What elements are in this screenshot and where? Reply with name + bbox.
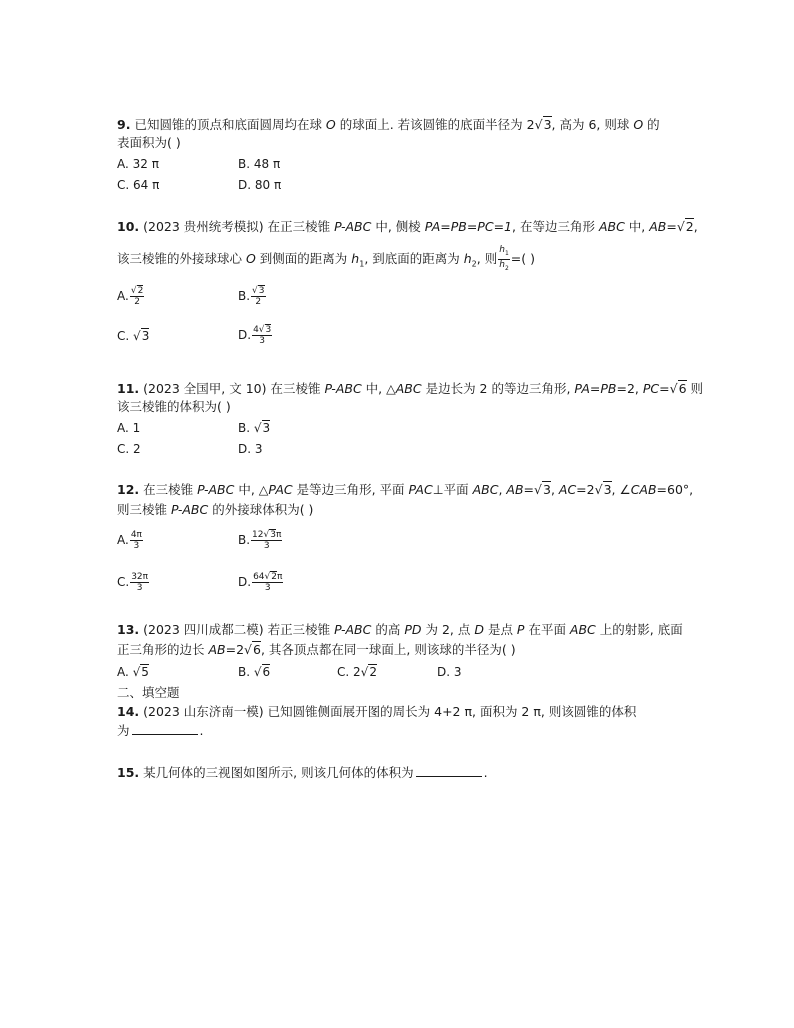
coef: 64 <box>253 572 265 582</box>
q12-text: =60°, <box>656 482 694 497</box>
q9-var: O <box>325 117 336 132</box>
section-heading-fill-in: 二、填空题 <box>117 685 180 700</box>
q11-var: PC= <box>642 381 670 396</box>
q12-text: , <box>498 482 507 497</box>
sqrt-symbol: √2 <box>676 219 694 234</box>
q13-var: PD <box>404 622 422 637</box>
q11-option-d: D. 3 <box>238 442 263 456</box>
q11-var: ABC <box>395 381 422 396</box>
q11-option-c: C. 2 <box>117 442 141 456</box>
frac-den: 3 <box>136 583 143 593</box>
q12-var: CAB <box>630 482 657 497</box>
q15-number: 15. <box>117 765 140 780</box>
q9-number: 9. <box>117 117 131 132</box>
sqrt-radicand: 6 <box>253 642 261 657</box>
q15-text: 某几何体的三视图如图所示, 则该几何体的体积为 <box>143 765 414 780</box>
q12-text: 则三棱锥 <box>117 502 171 517</box>
q9-option-a: A. 32 π <box>117 157 159 171</box>
sqrt-symbol: √2 <box>264 572 277 582</box>
sqrt-symbol: √2 <box>130 286 144 296</box>
q12-text: 的外接球体积为( ) <box>208 502 314 517</box>
sqrt-symbol: √3 <box>133 329 150 343</box>
q11-line2: 该三棱锥的体积为( ) <box>117 399 231 414</box>
q10-option-c <box>117 328 149 344</box>
q10-var: AB= <box>649 219 677 234</box>
fraction <box>498 245 510 274</box>
q11-var: P-ABC <box>324 381 362 396</box>
option-label: C. 2 <box>337 665 361 679</box>
sqrt-radicand: 3 <box>258 286 265 296</box>
q10-text: 中, 侧棱 <box>371 219 425 234</box>
sqrt-symbol: √5 <box>132 665 149 679</box>
q12-var: P-ABC <box>197 482 235 497</box>
q10-option-d <box>238 325 273 346</box>
q11-text: 则 <box>686 381 704 396</box>
option-label: D. <box>238 328 252 342</box>
q12-option-b <box>238 530 283 551</box>
q12-var: AC= <box>558 482 587 497</box>
frac-num: h <box>499 245 505 255</box>
q12-text: 是等边三角形, 平面 <box>292 482 409 497</box>
q9-text: 的 <box>643 117 660 132</box>
fraction <box>252 325 272 346</box>
option-label: B. <box>238 533 251 547</box>
q12-option-a <box>117 530 144 551</box>
q13-text: 正三角形的边长 <box>117 642 209 657</box>
sqrt-radicand: 2 <box>271 572 277 582</box>
fraction <box>252 572 283 593</box>
q10-option-a <box>117 286 145 307</box>
q13-var: P-ABC <box>334 622 372 637</box>
sqrt-radicand: 3 <box>262 421 271 435</box>
frac-den: 3 <box>264 583 271 593</box>
q11-text: 中, △ <box>361 381 396 396</box>
sqrt-symbol: √3 <box>252 286 265 296</box>
q10-var: h <box>351 250 360 266</box>
fraction <box>130 530 143 551</box>
q9-option-c: C. 64 π <box>117 178 160 192</box>
q9-option-b: B. 48 π <box>238 157 281 171</box>
q13-text: 为 2, 点 <box>421 622 475 637</box>
q10-text: 到侧面的距离为 <box>255 250 352 266</box>
option-label: D. <box>238 575 252 589</box>
sqrt-radicand: 3 <box>141 329 150 343</box>
sqrt-radicand: 3 <box>543 117 552 132</box>
sqrt-symbol: √6 <box>253 665 271 679</box>
sqrt-radicand: 2 <box>369 665 377 679</box>
option-label: B. <box>238 665 251 679</box>
q10-var: ABC <box>598 219 625 234</box>
q9-line2: 表面积为( ) <box>117 135 181 150</box>
q9-line1 <box>117 116 660 134</box>
coef: 4 <box>253 325 259 335</box>
sqrt-radicand: 3 <box>603 482 612 497</box>
frac-den: 3 <box>263 541 270 551</box>
q12-option-d <box>238 572 284 593</box>
frac-num-sub: 1 <box>504 249 509 257</box>
frac-den: 2 <box>134 297 140 307</box>
pi: π <box>277 572 283 582</box>
q12-var: ABC <box>472 482 499 497</box>
sqrt-radicand: 3 <box>270 530 276 540</box>
q13-line1 <box>117 621 683 639</box>
q13-text: 2 <box>236 642 245 657</box>
q14-line1 <box>117 703 636 721</box>
q11-text: 2, <box>626 381 643 396</box>
q12-var: P-ABC <box>170 502 209 517</box>
q11-option-b <box>238 420 270 436</box>
sqrt-symbol: √3 <box>594 482 612 497</box>
q13-var: ABC <box>569 622 596 637</box>
sqrt-symbol: √3 <box>258 325 272 335</box>
q14-line2 <box>117 722 204 740</box>
q14-text: (2023 山东济南一模) 已知圆锥侧面展开图的周长为 4+2 π, 面积为 2 π, 则该圆锥的体积 <box>143 704 637 719</box>
pi: π <box>275 530 282 540</box>
option-label: A. <box>117 289 129 303</box>
sqrt-radicand: 6 <box>678 381 687 396</box>
q11-number: 11. <box>117 381 140 396</box>
q10-text: (2023 贵州统考模拟) 在正三棱锥 <box>143 219 335 234</box>
q9-var: O <box>633 117 644 132</box>
q12-line1 <box>117 481 693 499</box>
q12-var: PAC <box>268 482 293 497</box>
q13-text: , 其各顶点都在同一球面上, 则该球的半径为( ) <box>260 642 516 657</box>
q10-text: =( ) <box>510 250 535 266</box>
q12-line2 <box>117 501 313 519</box>
fraction <box>130 572 149 593</box>
q10-sub: 1 <box>359 259 365 269</box>
q10-text: , 则 <box>476 250 498 266</box>
q13-option-d: D. 3 <box>437 665 462 679</box>
q11-line1 <box>117 380 703 398</box>
q12-text: ⊥平面 <box>432 482 473 497</box>
sqrt-symbol: √3 <box>534 482 551 497</box>
q13-text: (2023 四川成都二模) 若正三棱锥 <box>143 622 335 637</box>
q10-number: 10. <box>117 219 140 234</box>
q12-text: , ∠ <box>611 482 631 497</box>
sqrt-symbol: √3 <box>263 530 276 540</box>
q10-line2 <box>117 245 535 274</box>
q10-line1 <box>117 218 698 236</box>
fraction <box>130 286 144 307</box>
q11-text: 是边长为 2 的等边三角形, <box>421 381 575 396</box>
q10-text: 中, <box>624 219 650 234</box>
sqrt-radicand: 3 <box>542 482 551 497</box>
q12-number: 12. <box>117 482 140 497</box>
q11-option-a: A. 1 <box>117 421 141 435</box>
option-label: A. <box>117 665 129 679</box>
frac-den: h <box>499 259 505 270</box>
sqrt-radicand: 5 <box>141 665 149 679</box>
sqrt-symbol: √6 <box>244 642 261 657</box>
sqrt-symbol: √6 <box>669 381 687 396</box>
q10-text: 该三棱锥的外接球球心 <box>117 250 246 266</box>
option-label: A. <box>117 533 129 547</box>
frac-den: 3 <box>133 541 140 551</box>
q15-line1 <box>117 764 488 782</box>
q9-text: 已知圆锥的顶点和底面圆周均在球 <box>134 117 326 132</box>
frac-num: 4π <box>130 530 142 540</box>
q12-option-c <box>117 572 150 593</box>
q11-text: (2023 全国甲, 文 10) 在三棱锥 <box>143 381 325 396</box>
q15-text: . <box>483 765 488 780</box>
q10-var: O <box>245 250 256 266</box>
option-label: C. <box>117 575 130 589</box>
q14-text: . <box>199 723 204 738</box>
q13-var: D <box>474 622 484 637</box>
q13-text: 是点 <box>483 622 517 637</box>
sqrt-radicand: 6 <box>262 665 271 679</box>
q14-number: 14. <box>117 704 140 719</box>
frac-den: 2 <box>255 297 262 307</box>
coef: 12 <box>252 530 264 540</box>
q9-option-d: D. 80 π <box>238 178 282 192</box>
q10-text: , 在等边三角形 <box>512 219 599 234</box>
q11-var: PA=PB= <box>574 381 627 396</box>
fraction <box>251 286 265 307</box>
q10-option-b <box>238 286 267 307</box>
q13-var: AB= <box>208 642 237 657</box>
sqrt-symbol: √3 <box>534 117 552 132</box>
q10-text: , 到底面的距离为 <box>364 250 464 266</box>
q12-var: PAC <box>408 482 433 497</box>
answer-blank[interactable] <box>132 722 198 735</box>
q10-var: h <box>463 250 472 266</box>
q12-text: , <box>550 482 559 497</box>
q13-text: 上的射影, 底面 <box>595 622 683 637</box>
frac-den-sub: 2 <box>504 264 509 272</box>
q10-var: P-ABC <box>334 219 372 234</box>
q9-text: , 高为 6, 则球 <box>551 117 634 132</box>
q12-text: 中, △ <box>234 482 269 497</box>
sqrt-radicand: 2 <box>685 219 694 234</box>
q13-text: 的高 <box>371 622 405 637</box>
fraction <box>251 530 282 551</box>
option-label: C. <box>117 329 130 343</box>
q13-option-b <box>238 664 270 680</box>
sqrt-radicand: 3 <box>265 325 272 335</box>
q14-text: 为 <box>117 723 130 738</box>
frac-num: 32π <box>131 572 149 582</box>
q12-text: 在三棱锥 <box>143 482 198 497</box>
sqrt-symbol: √2 <box>360 665 377 679</box>
q9-text: 的球面上. 若该圆锥的底面半径为 2 <box>335 117 535 132</box>
answer-blank[interactable] <box>416 764 482 777</box>
sqrt-radicand: 2 <box>137 286 144 296</box>
q10-text: , <box>693 219 698 234</box>
frac-den: 3 <box>259 336 266 346</box>
q13-option-a <box>117 664 149 680</box>
q13-option-c <box>337 664 377 680</box>
q13-var: P <box>516 622 525 637</box>
q10-sub: 2 <box>471 259 477 269</box>
sqrt-symbol: √3 <box>253 421 271 435</box>
q12-var: AB= <box>506 482 535 497</box>
q12-text: 2 <box>586 482 595 497</box>
q13-number: 13. <box>117 622 140 637</box>
option-label: B. <box>238 421 251 435</box>
q10-var: PA=PB=PC=1 <box>424 219 513 234</box>
q13-text: 在平面 <box>524 622 570 637</box>
option-label: B. <box>238 289 251 303</box>
q13-line2 <box>117 641 516 659</box>
